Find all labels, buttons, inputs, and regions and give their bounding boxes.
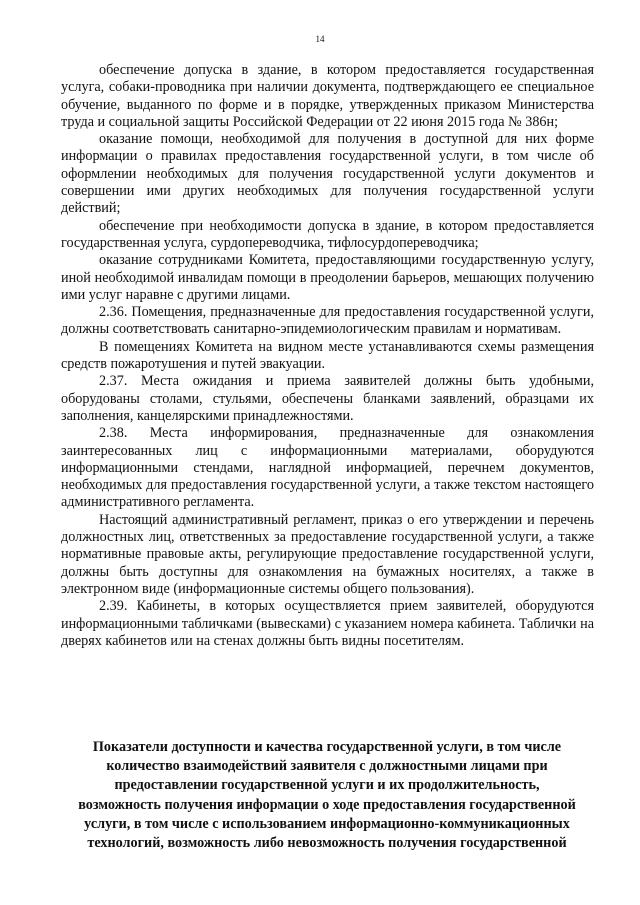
paragraph: 2.39. Кабинеты, в которых осуществляется прием заявителей, оборудуются информационными табличками (вывесками) с указанием номера кабинета. Таблички на дверях кабинетов или на стенах должны быть видны посетителям. bbox=[61, 598, 594, 649]
page-number: 14 bbox=[315, 34, 325, 44]
heading-line: технологий, возможность либо невозможность получения государственной bbox=[87, 835, 567, 852]
paragraph: В помещениях Комитета на видном месте устанавливаются схемы размещения средств пожаротушения и путей эвакуации. bbox=[61, 338, 594, 373]
paragraph: обеспечение допуска в здание, в котором предоставляется государственная услуга, собаки-проводника при наличии документа, подтверждающего ее специальное обучение, выданного по форме и в порядке, утвержденных приказом Министерства труда и социальной защиты Российской Федерации от 22 июня 2015 года № 386н; bbox=[61, 62, 594, 130]
paragraph: 2.36. Помещения, предназначенные для предоставления государственной услуги, должны соответствовать санитарно-эпидемиологическим правилам и нормативам. bbox=[61, 304, 594, 338]
heading-line: количество взаимодействий заявителя с должностными лицами при bbox=[106, 758, 548, 775]
paragraph: оказание сотрудниками Комитета, предоставляющими государственную услугу, иной необходимой инвалидам помощи в преодолении барьеров, мешающих получению ими услуг наравне с другими лицами. bbox=[61, 252, 594, 303]
heading-line: возможность получения информации о ходе предоставления государственной bbox=[78, 796, 576, 813]
paragraph: 2.37. Места ожидания и приема заявителей должны быть удобными, оборудованы столами, стульями, обеспечены бланками заявлений, образцами их заполнения, канцелярскими принадлежностями. bbox=[61, 373, 594, 424]
heading-line: предоставлении государственной услуги и их продолжительность, bbox=[114, 777, 540, 794]
paragraph: оказание помощи, необходимой для получения в доступной для них форме информации о правилах предоставления государственной услуги, в том числе об оформлении необходимых для получения государственной услуги документов и совершении ими других необходимых для получения государственной услуги действий; bbox=[61, 131, 594, 217]
paragraph: Настоящий административный регламент, приказ о его утверждении и перечень должностных лиц, ответственных за предоставление государственной услуги, а также нормативные правовые акты, регулирующие предоставление государственной услуги, должны быть доступны для ознакомления на бумажных носителях, а также в электронном виде (информационные системы общего пользования). bbox=[61, 511, 594, 597]
paragraph: обеспечение при необходимости допуска в здание, в котором предоставляется государственная услуга, сурдопереводчика, тифлосурдопереводчика; bbox=[61, 217, 594, 251]
paragraph: 2.38. Места информирования, предназначенные для ознакомления заинтересованных лиц с информационными материалами, оборудуются информационными стендами, наглядной информацией, перечнем документов, необходимых для предоставления государственной услуги, а также текстом настоящего административного регламента. bbox=[61, 425, 594, 511]
document-body bbox=[61, 62, 594, 650]
section-heading bbox=[58, 738, 596, 853]
heading-line: Показатели доступности и качества государственной услуги, в том числе bbox=[92, 739, 562, 755]
heading-line: услуги, в том числе с использованием информационно-коммуникационных bbox=[84, 815, 570, 832]
